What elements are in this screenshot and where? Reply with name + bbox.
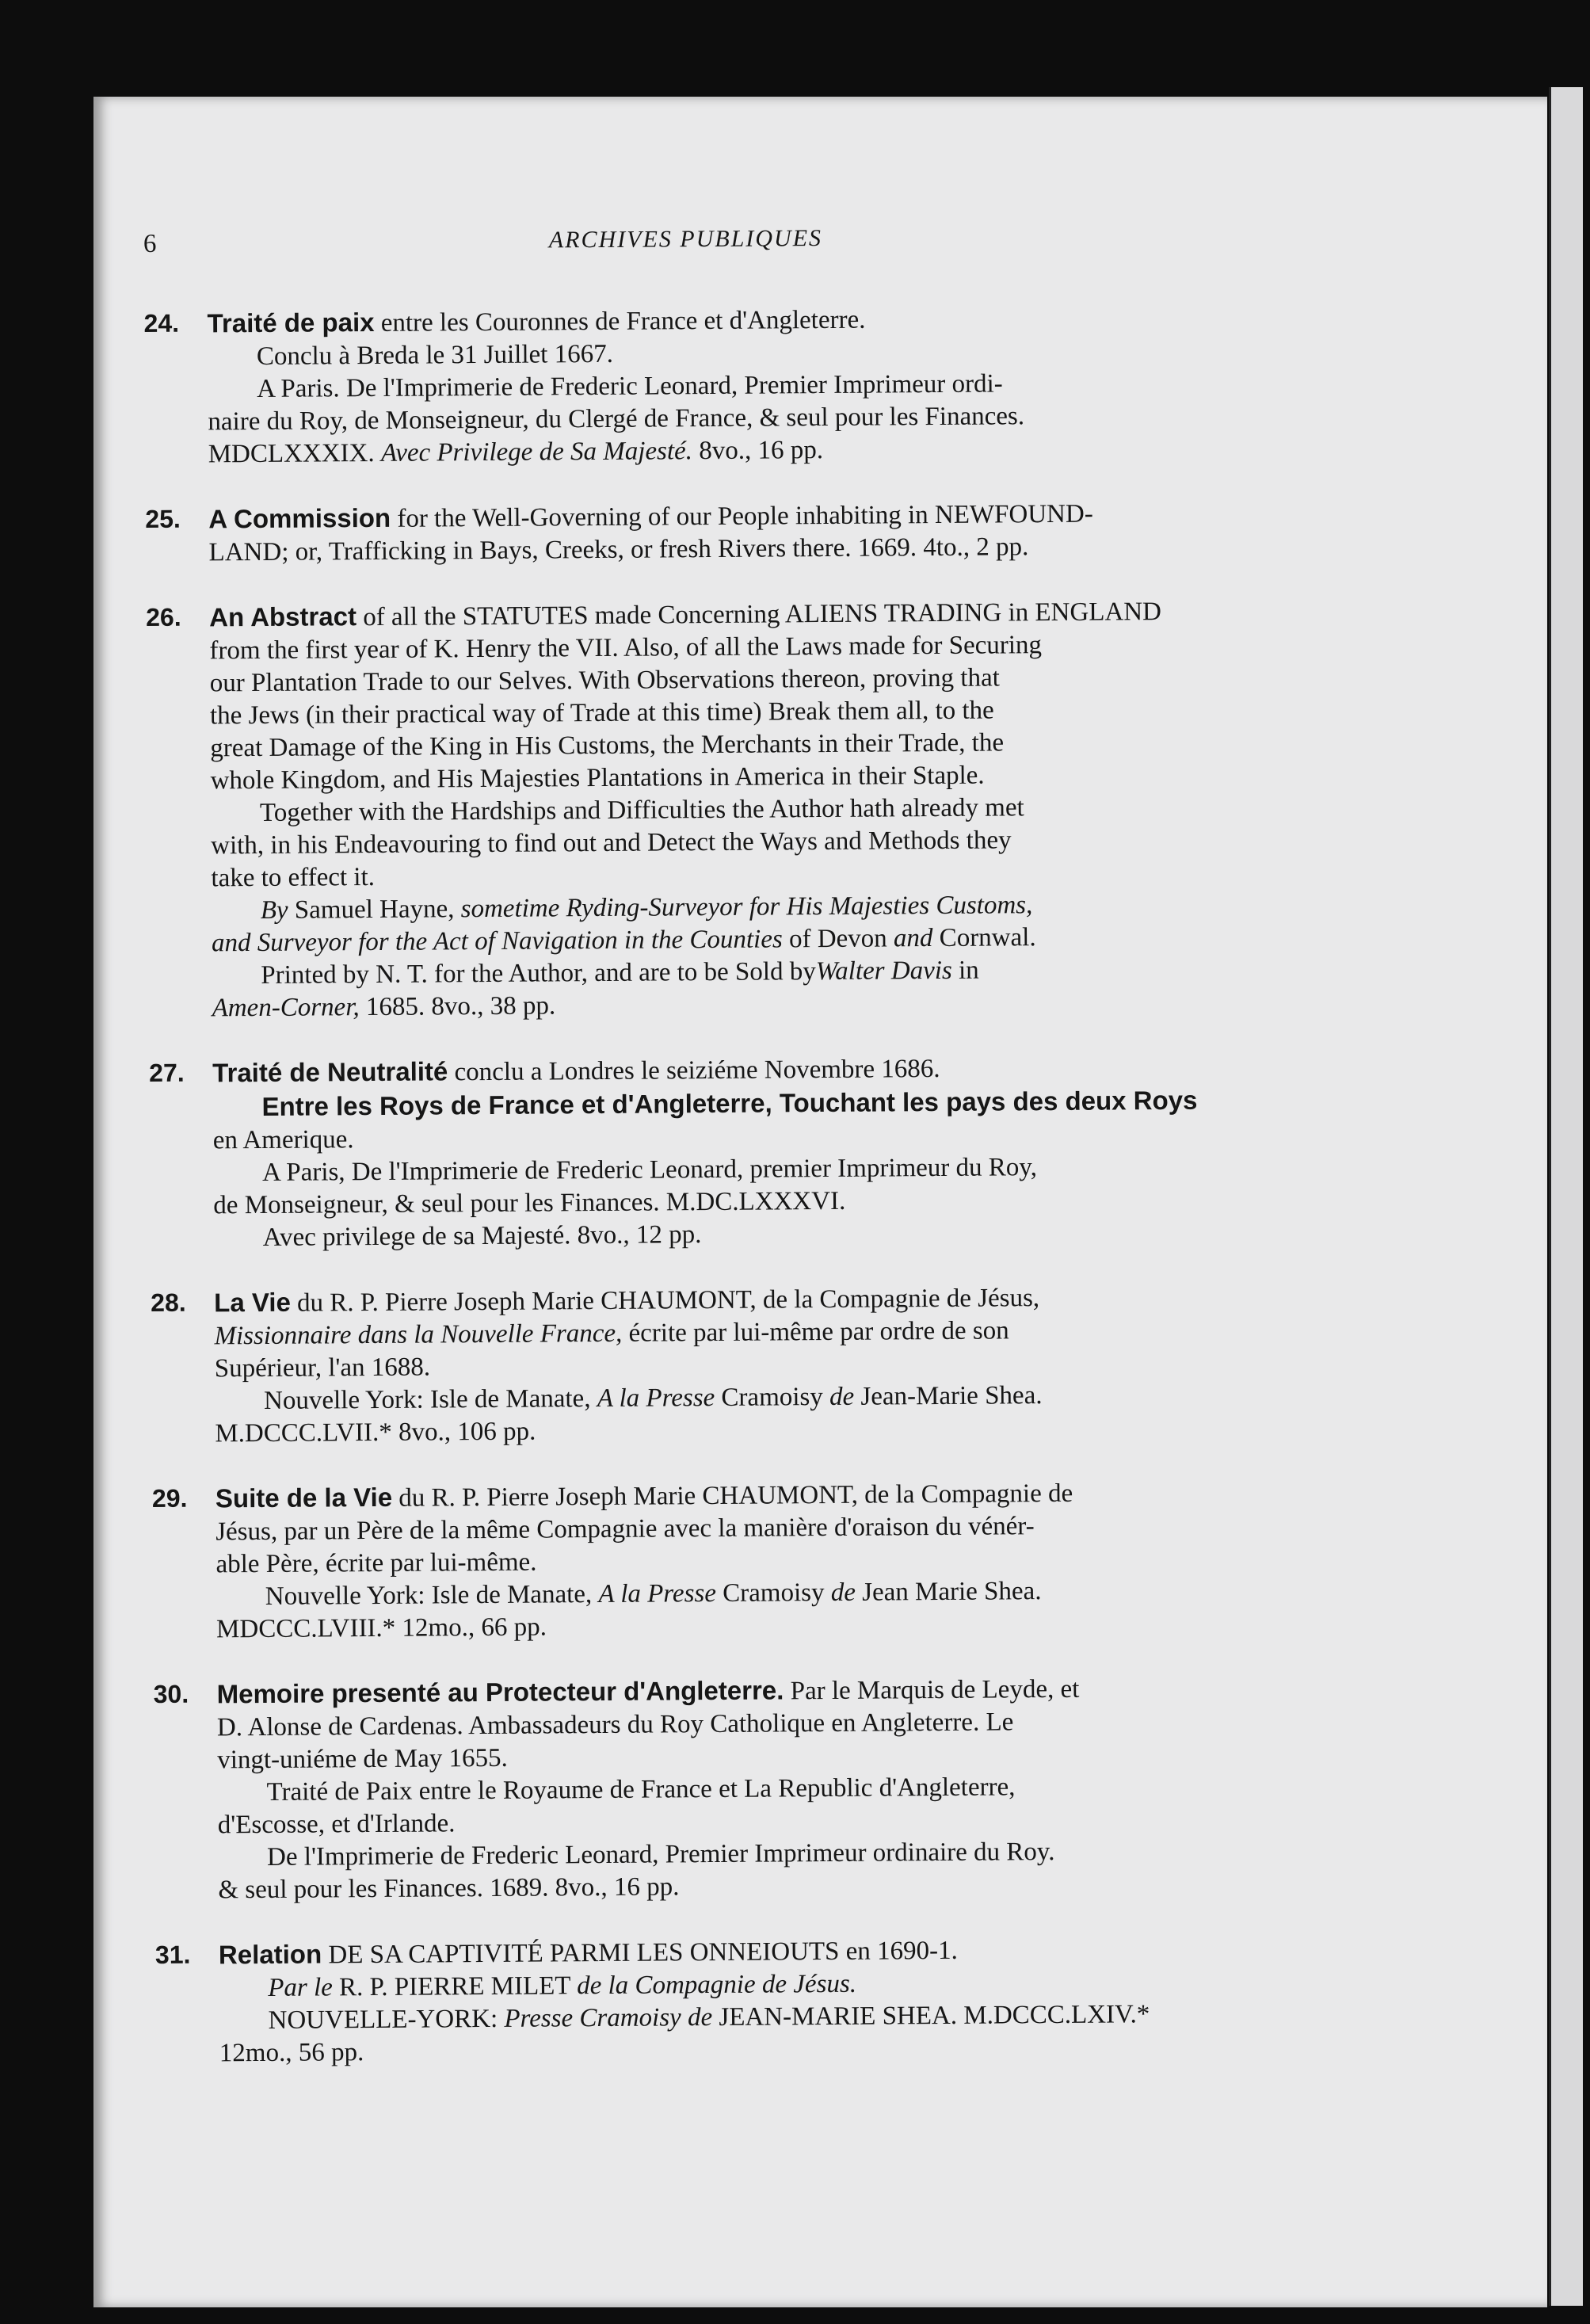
entry-text: Cramoisy xyxy=(715,1382,830,1412)
entry-text: LAND; or, Trafficking in Bays, Creeks, or fresh Rivers there. 1669. 4to., 2 pp. xyxy=(208,532,1029,567)
entry-text: vingt-uniéme de May 1655. xyxy=(217,1743,508,1775)
entry-text: Avec privilege de sa Majesté. 8vo., 12 pp. xyxy=(262,1220,702,1252)
entry-text: Walter Davis xyxy=(815,956,952,986)
entry-body xyxy=(215,1474,1413,1647)
catalog-entry-25 xyxy=(145,494,1405,570)
entry-text: Cornwal. xyxy=(932,923,1036,953)
entry-number: 27. xyxy=(149,1058,185,1087)
entry-text: de la Compagnie de Jésus. xyxy=(577,1969,857,2001)
entry-number: 29. xyxy=(151,1483,188,1513)
entry-text: Together with the Hardships and Difficulties the Author hath already met xyxy=(259,793,1024,827)
entry-text: By xyxy=(260,895,288,925)
entry-text: Avec Privilege de Sa Majesté. xyxy=(380,437,693,467)
entry-text: Nouvelle York: Isle de Manate, xyxy=(263,1384,597,1415)
entry-text: Missionnaire dans la Nouvelle France, xyxy=(214,1318,623,1351)
catalog-entry-29 xyxy=(152,1474,1413,1647)
entry-body xyxy=(212,1048,1410,1255)
entry-title: Entre les Roys de France et d'Angleterre, Touchant les pays des deux Roys xyxy=(261,1085,1198,1121)
entry-text: for the Well-Governing of our People inhabiting in NEWFOUND- xyxy=(391,499,1093,533)
entries-list xyxy=(143,299,1416,2102)
entry-text: able Père, écrite par lui-même. xyxy=(215,1547,537,1579)
catalog-entry-30 xyxy=(154,1670,1415,1907)
entry-text: A Paris. De l'Imprimerie de Frederic Leonard, Premier Imprimeur ordi- xyxy=(257,369,1003,404)
entry-text: A la Presse xyxy=(598,1578,717,1609)
entry-title: La Vie xyxy=(214,1287,291,1318)
entry-text: De l'Imprimerie de Frederic Leonard, Premier Imprimeur ordinaire du Roy. xyxy=(266,1837,1055,1872)
entry-text: en Amerique. xyxy=(212,1125,354,1155)
entry-text: and xyxy=(893,924,933,953)
catalog-entry-27 xyxy=(149,1048,1410,1255)
entry-text: Samuel Hayne, xyxy=(288,895,461,925)
entry-text: from the first year of K. Henry the VII. Also, of all the Laws made for Securing xyxy=(209,631,1043,666)
entry-text: Presse Cramoisy de xyxy=(504,2003,713,2033)
entry-text: D. Alonse de Cardenas. Ambassadeurs du Roy Catholique en Angleterre. Le xyxy=(216,1708,1014,1742)
facing-page-edge xyxy=(1549,87,1583,2306)
entry-text: great Damage of the King in His Customs, the Merchants in their Trade, the xyxy=(210,728,1005,763)
entry-text: and Surveyor for the Act of Navigation in the Counties xyxy=(211,925,783,958)
entry-body xyxy=(209,593,1409,1025)
entry-title: Traité de paix xyxy=(207,307,375,338)
entry-number: 30. xyxy=(153,1679,189,1708)
entry-text: Par le xyxy=(268,1973,333,2002)
entry-text: take to effect it. xyxy=(211,862,376,893)
entry-text: du R. P. Pierre Joseph Marie CHAUMONT, de la Compagnie de xyxy=(391,1479,1073,1513)
entry-text: in xyxy=(951,956,979,985)
entry-number: 26. xyxy=(146,602,181,632)
entry-body xyxy=(214,1278,1411,1451)
entry-body xyxy=(217,1670,1415,1907)
entry-text: MDCCC.LVIII.* 12mo., 66 pp. xyxy=(215,1612,547,1644)
entry-text: 8vo., 16 pp. xyxy=(692,436,824,466)
entry-text: MDCLXXXIX. xyxy=(208,438,382,469)
entry-number: 24. xyxy=(143,308,180,338)
entry-text: 12mo., 56 pp. xyxy=(219,2038,364,2068)
entry-text: of Devon xyxy=(782,924,894,954)
entry-body xyxy=(219,1930,1416,2070)
catalog-entry-28 xyxy=(151,1278,1411,1451)
entry-text: the Jews (in their practical way of Trade at this time) Break them all, to the xyxy=(209,696,994,731)
entry-text: naire du Roy, de Monseigneur, du Clergé de France, & seul pour les Finances. xyxy=(208,402,1025,437)
entry-text: Jésus, par un Père de la même Compagnie avec la manière d'oraison du vénér- xyxy=(215,1512,1035,1547)
entry-text: Printed by N. T. for the Author, and are to be Sold by xyxy=(261,957,816,990)
entry-title: An Abstract xyxy=(209,601,357,632)
entry-text: de xyxy=(829,1382,855,1411)
entry-text: whole Kingdom, and His Majesties Plantations in America in their Staple. xyxy=(210,761,985,796)
entry-text: Amen-Corner, xyxy=(212,993,360,1023)
entry-text: JEAN-MARIE SHEA. M.DCCC.LXIV.* xyxy=(712,2000,1150,2032)
entry-text: entre les Couronnes de France et d'Angleterre. xyxy=(374,305,866,338)
running-head: ARCHIVES PUBLIQUES xyxy=(548,225,823,254)
entry-text: R. P. PIERRE MILET xyxy=(332,1971,578,2002)
entry-title: Suite de la Vie xyxy=(215,1482,393,1513)
entry-text: de Monseigneur, & seul pour les Finances. M.DC.LXXXVI. xyxy=(213,1186,846,1220)
entry-text: of all the STATUTES made Concerning ALIENS TRADING in ENGLAND xyxy=(356,597,1162,632)
entry-text: Jean-Marie Shea. xyxy=(854,1381,1043,1411)
entry-number: 25. xyxy=(145,504,181,533)
entry-text: Supérieur, l'an 1688. xyxy=(214,1353,431,1383)
catalog-entry-26 xyxy=(146,593,1409,1025)
entry-text: DE SA CAPTIVITÉ PARMI LES ONNEIOUTS en 1690-1. xyxy=(322,1936,958,1970)
entry-text: Jean Marie Shea. xyxy=(855,1577,1042,1607)
entry-text: d'Escosse, et d'Irlande. xyxy=(217,1809,456,1840)
entry-text: 1685. 8vo., 38 pp. xyxy=(359,991,556,1022)
entry-text: Cramoisy xyxy=(715,1578,831,1608)
entry-text: A la Presse xyxy=(597,1383,715,1414)
entry-text: sometime Ryding-Surveyor for His Majesties Customs, xyxy=(460,891,1033,924)
entry-text: & seul pour les Finances. 1689. 8vo., 16 pp. xyxy=(218,1872,680,1905)
entry-title: Memoire presenté au Protecteur d'Angleterre. xyxy=(216,1675,784,1709)
entry-text: du R. P. Pierre Joseph Marie CHAUMONT, de la Compagnie de Jésus, xyxy=(290,1284,1040,1318)
entry-text: M.DCCC.LVII.* 8vo., 106 pp. xyxy=(215,1417,536,1448)
entry-text: de xyxy=(830,1578,856,1607)
entry-number: 28. xyxy=(151,1288,186,1317)
entry-title: Traité de Neutralité xyxy=(212,1056,448,1088)
entry-text: Nouvelle York: Isle de Manate, xyxy=(265,1580,599,1611)
entry-number: 31. xyxy=(154,1940,191,1969)
entry-body xyxy=(208,494,1405,570)
entry-body xyxy=(207,299,1404,471)
entry-text: A Paris, De l'Imprimerie de Frederic Leonard, premier Imprimeur du Roy, xyxy=(261,1153,1038,1187)
entry-text: écrite par lui-même par ordre de son xyxy=(622,1316,1009,1348)
entry-text: Conclu à Breda le 31 Juillet 1667. xyxy=(256,339,614,372)
entry-text: our Plantation Trade to our Selves. With Observations thereon, proving that xyxy=(209,663,1000,698)
entry-text: with, in his Endeavouring to find out and Detect the Ways and Methods they xyxy=(211,826,1012,861)
entry-text: Traité de Paix entre le Royaume de France et La Republic d'Angleterre, xyxy=(266,1773,1016,1807)
catalog-entry-31 xyxy=(155,1930,1416,2070)
catalog-entry-24 xyxy=(143,299,1404,471)
entry-text: NOUVELLE-YORK: xyxy=(268,2004,505,2035)
entry-text: conclu a Londres le seiziéme Novembre 1686. xyxy=(448,1055,940,1087)
page-number: 6 xyxy=(143,229,157,258)
entry-title: Relation xyxy=(218,1939,322,1970)
entry-title: A Commission xyxy=(208,502,391,534)
entry-text: Par le Marquis de Leyde, et xyxy=(784,1674,1080,1706)
